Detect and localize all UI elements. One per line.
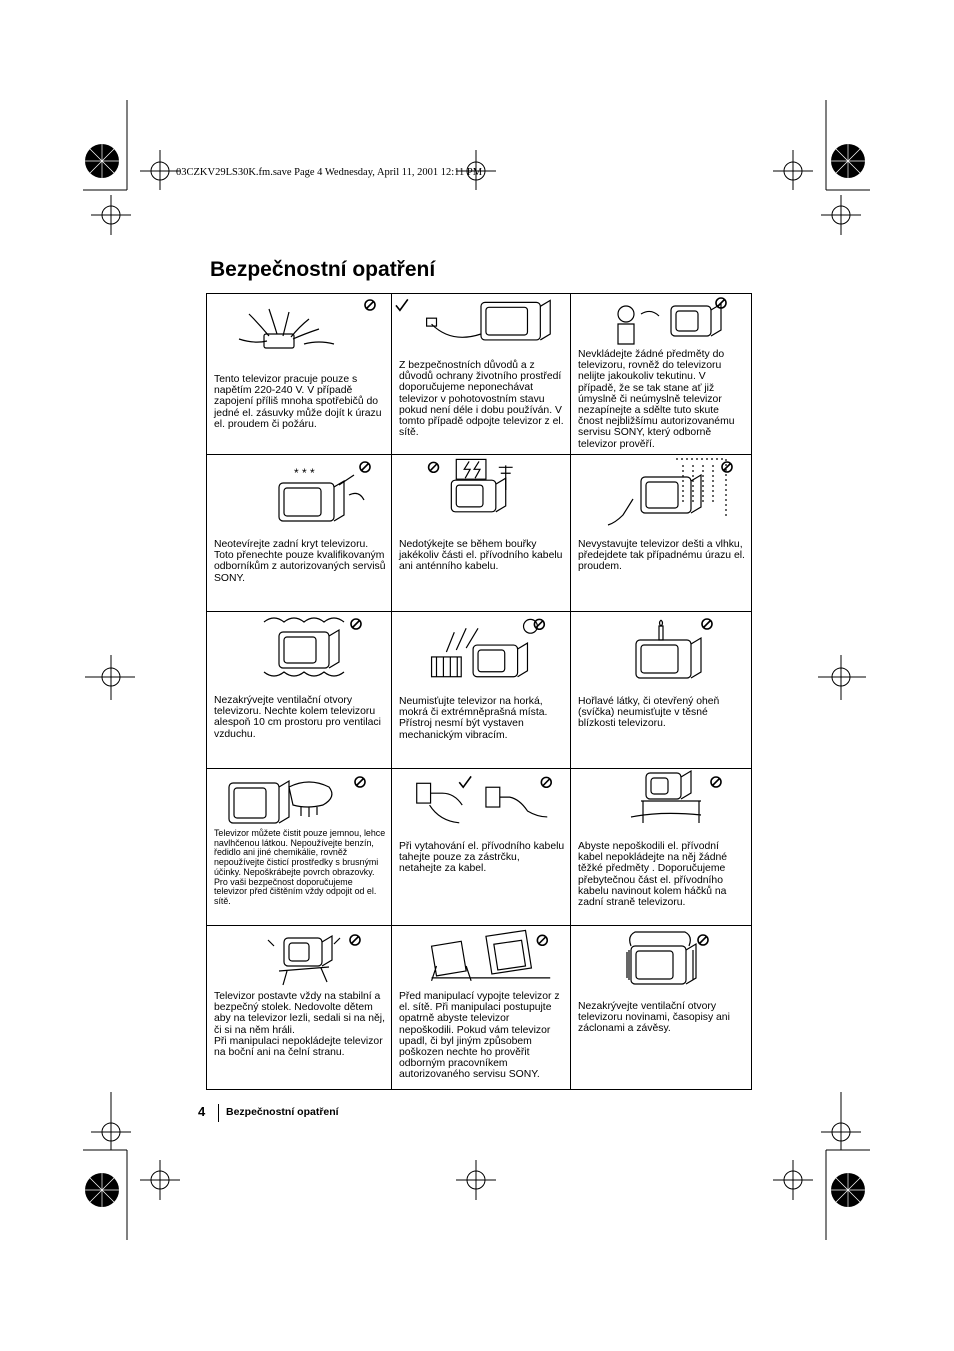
safety-cell — [207, 612, 392, 769]
safety-instruction-text: Neumisťujte televizor na horká, mokrá či extrémněprašná místa. Přístroj nesmí být vystaven mechanickým vibracím. — [399, 696, 548, 741]
safety-instruction-text: Nezakrývejte ventilační otvory televizoru novinami, časopisy ani záclonami a závěsy. — [578, 1001, 730, 1035]
safety-instruction-text: Z bezpečnostních důvodů a z důvodů ochrany životního prostředí doporučujeme neponechávat televizor v pohotovostním stavu pokud není déle i dobu používán. V tomto případě odpojte televizor z el. sítě. — [399, 360, 564, 439]
svg-text:* * *: * * * — [294, 466, 315, 480]
safety-cell — [392, 769, 571, 926]
safety-instruction-text: Před manipulací vypojte televizor z el. sítě. Při manipulaci postupujte opatrně abyste televizor nepoškodili. Pokud vám televizor upadl, či byl jiným způsobem poškozen nechte ho prověřit odborným pracovníkem autorizovaného servisu SONY. — [399, 991, 560, 1081]
page-number: 4 — [198, 1104, 206, 1119]
safety-instruction-text: Nevystavujte televizor dešti a vlhku, předejdete tak případnému úrazu el. proudem. — [578, 539, 745, 573]
lightning-storm-icon — [392, 455, 570, 535]
footer-divider — [218, 1104, 219, 1122]
rain-moisture-icon — [571, 455, 751, 535]
safety-cell — [207, 926, 392, 1089]
safety-instruction-text: Televizor můžete čistit pouze jemnou, lehce navlhčenou látkou. Nepoužívejte benzín, ředidlo ani jiné chemikálie, rovněž nepoužívejte čisticí prostředky s brusnými účinky. Nepoškrábejte povrch obrazovky. Pro vaši bezpečnost doporučujeme televizor před čištěním vždy odpojit od el. sítě. — [214, 828, 386, 906]
safety-instruction-text: Nevkládejte žádné předměty do televizoru, rovněž do televizoru nelijte jakoukoliv tekutinu. V případě, že se tak stane ať již úmyslně či neúmyslně televizor nezapínejte a sdělte tuto skute čnost nejbližšímu autorizovanému servisu SONY, který odborně televizor prověří. — [578, 349, 735, 450]
safety-cell — [392, 612, 571, 769]
safety-instruction-text: Televizor postavte vždy na stabilní a bezpečný stolek. Nedovolte dětem aby na televizor lezli, sedali si na něj, či si na něm hráli. Při manipulaci nepokládejte televizor na boční ani na čelní stranu. — [214, 991, 385, 1059]
safety-cell — [207, 455, 392, 612]
safety-cell — [207, 294, 392, 455]
safety-cell — [207, 769, 392, 926]
power-strip-overload-icon — [207, 294, 391, 374]
safety-instruction-text: Nedotýkejte se během bouřky jakékoliv části el. přívodního kabelu ani anténního kabelu. — [399, 539, 563, 573]
heat-sun-radiator-icon — [392, 612, 570, 692]
footer-section-label: Bezpečnostní opatření — [226, 1106, 339, 1118]
safety-instruction-text: Abyste nepoškodili el. přívodní kabel nepokládejte na něj žádné těžké předměty . Doporučujeme přebytečnou část el. přívodního kabelu navinout kolem háčků na zadní straně televizoru. — [578, 841, 728, 909]
safety-grid — [206, 293, 752, 1090]
safety-cell — [571, 769, 751, 926]
file-info-header: 03CZKV29LS30K.fm.save Page 4 Wednesday, April 11, 2001 12:11 PM — [176, 167, 483, 178]
safety-cell — [392, 455, 571, 612]
safety-cell — [571, 612, 751, 769]
cable-under-tv-icon — [571, 769, 751, 849]
covered-vents-icon — [207, 612, 391, 692]
safety-cell — [392, 294, 571, 455]
newspapers-on-tv-icon — [571, 926, 751, 1006]
pull-plug-icon — [392, 769, 570, 849]
safety-cell — [571, 926, 751, 1089]
safety-instruction-text: Tento televizor pracuje pouze s napětím 220-240 V. V případě zapojení příliš mnoha spotřebičů do jedné el. zásuvky může dojít k úrazu el. proudem či požáru. — [214, 374, 382, 430]
safety-instruction-text: Hořlavé látky, či otevřený oheň (svíčka) neumisťujte v těsné blízkosti televizoru. — [578, 696, 720, 730]
safety-instruction-text: Při vytahování el. přívodního kabelu tahejte pouze za zástrčku, netahejte za kabel. — [399, 841, 565, 875]
safety-cell — [571, 294, 751, 455]
safety-instruction-text: Neotevírejte zadní kryt televizoru. Toto přenechte pouze kvalifikovaným odborníkům z autorizovaných servisů SONY. — [214, 539, 386, 584]
safety-instruction-text: Nezakrývejte ventilační otvory televizoru. Nechte kolem televizoru alespoň 10 cm prostoru pro ventilaci vzduchu. — [214, 695, 381, 740]
page-title: Bezpečnostní opatření — [210, 258, 436, 281]
open-back-cover-icon — [207, 455, 391, 535]
safety-cell — [571, 455, 751, 612]
candle-on-tv-icon — [571, 612, 751, 692]
safety-cell — [392, 926, 571, 1089]
